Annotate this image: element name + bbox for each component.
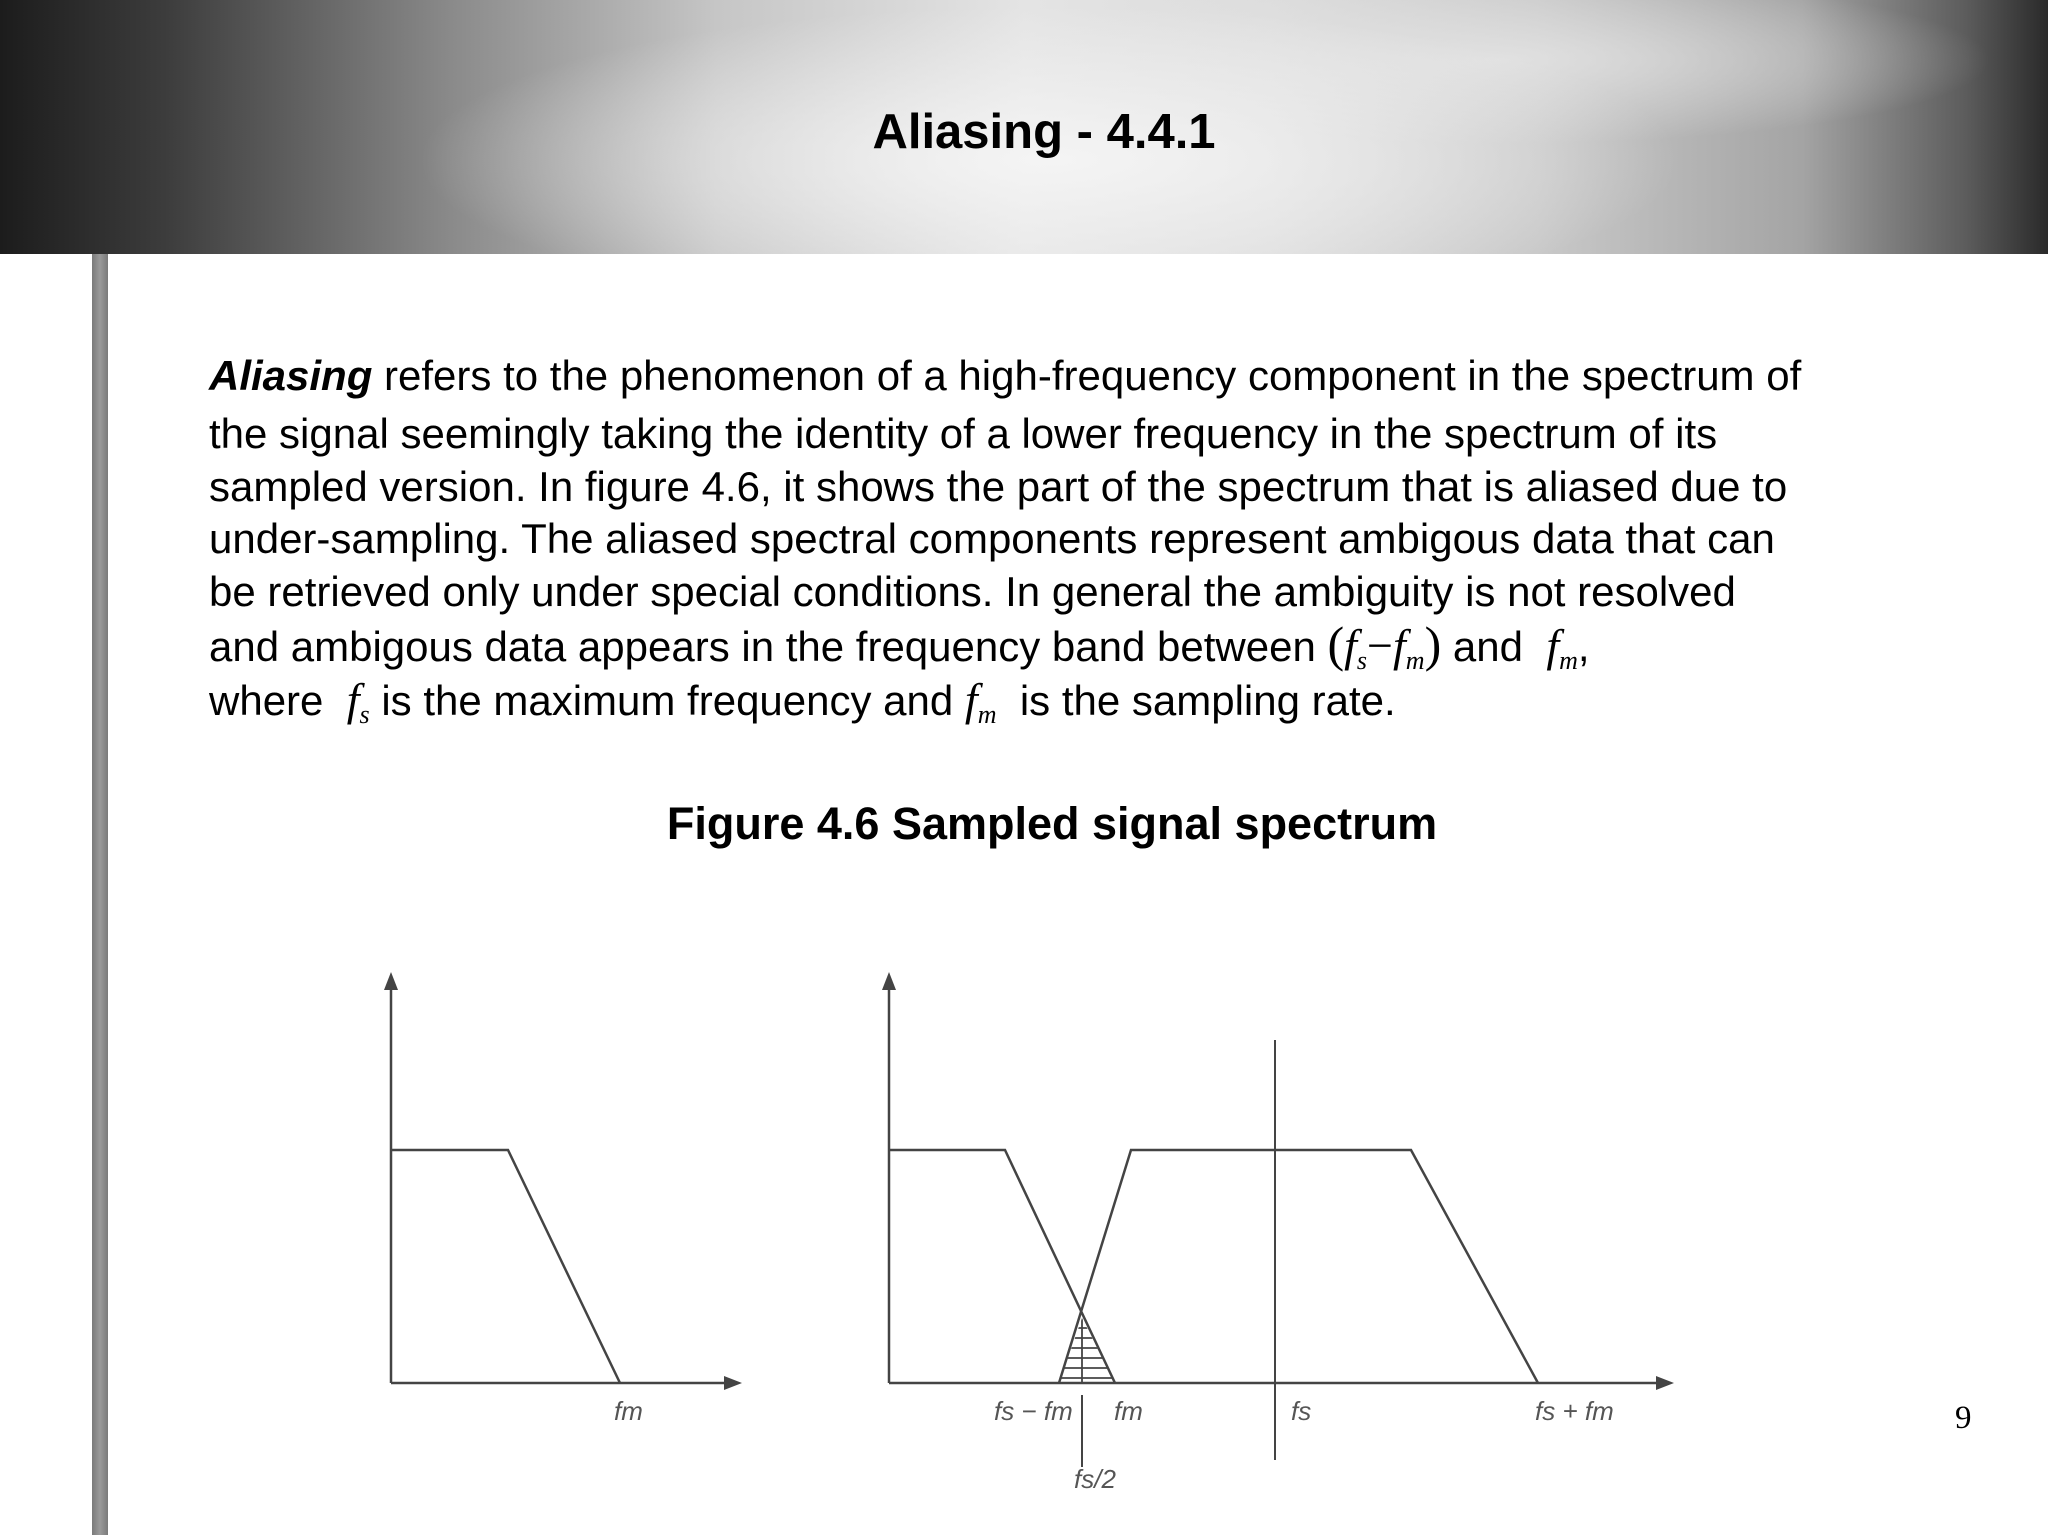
- line6-text-a: and ambigous data appears in the frequency band between: [209, 623, 1316, 670]
- lead-term: Aliasing: [209, 352, 373, 399]
- line1-text: refers to the phenomenon of a high-frequency component in the spectrum of: [384, 352, 1802, 399]
- band-expression: $(f_s-f_m)$: [1327, 616, 1442, 675]
- left-plot: [384, 972, 742, 1390]
- right-y-arrow-icon: [882, 972, 896, 990]
- paragraph-line-5: be retrieved only under special conditions. In general the ambiguity is not resolved: [209, 567, 1736, 615]
- left-y-arrow-icon: [384, 972, 398, 990]
- fm-label: fm: [1114, 1396, 1143, 1426]
- line6-text-b: and: [1452, 623, 1523, 670]
- fs-half-label: fs/2: [1074, 1464, 1116, 1494]
- fs-label: fs: [1291, 1396, 1312, 1426]
- paragraph-line-3: sampled version. In figure 4.6, it shows the part of the spectrum that is aliased due to: [209, 462, 1788, 510]
- image-spectrum: [1059, 1150, 1538, 1383]
- figure-caption: Figure 4.6 Sampled signal spectrum: [666, 798, 1438, 849]
- fs-plus-fm-label: fs + fm: [1535, 1396, 1614, 1426]
- right-plot: [882, 972, 1674, 1467]
- slide-title: Aliasing - 4.4.1: [872, 105, 1216, 159]
- line7-text-c: is the sampling rate.: [1019, 677, 1396, 724]
- line7-text-a: where: [209, 677, 324, 724]
- page-number: 9: [1955, 1400, 1972, 1436]
- fs-minus-fm-label: fs − fm: [994, 1396, 1073, 1426]
- left-fm-label: fm: [614, 1396, 643, 1426]
- paragraph-line-4: under-sampling. The aliased spectral components represent ambigous data that can: [209, 515, 1775, 562]
- paragraph-line-2: the signal seemingly taking the identity of a lower frequency in the spectrum of its: [209, 410, 1718, 457]
- fm-symbol-2: $f_m$: [964, 674, 997, 729]
- left-x-arrow-icon: [724, 1376, 742, 1390]
- paragraph-line-6: and ambigous data appears in the frequency band between $(f_s-f_m)$ and $f_m$,: [209, 616, 1590, 675]
- right-x-arrow-icon: [1656, 1376, 1674, 1390]
- left-spectrum: [391, 1150, 620, 1383]
- line7-text-b: is the maximum frequency and: [381, 677, 954, 724]
- fs-symbol: $f_s$: [346, 674, 370, 729]
- fm-symbol: $f_m$: [1546, 620, 1578, 675]
